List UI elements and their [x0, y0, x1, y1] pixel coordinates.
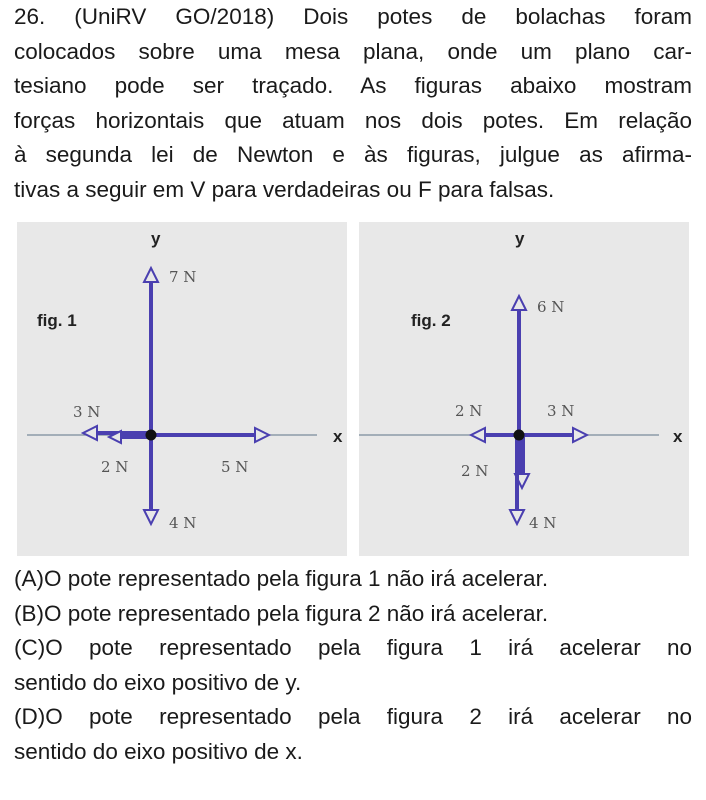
figure-1-diagram: [17, 222, 347, 556]
arrowhead-icon: [83, 426, 97, 440]
y-axis-label: y: [515, 229, 525, 248]
option-c-continued: sentido do eixo positivo de y.: [14, 669, 302, 695]
force-label: 2 N: [455, 402, 483, 420]
question-line: colocados sobre uma mesa plana, onde um plano car-: [14, 38, 692, 64]
figure-1-title: fig. 1: [37, 311, 77, 330]
figure-2: [359, 222, 689, 556]
option-d-continued: sentido do eixo positivo de x.: [14, 738, 303, 764]
question-line: forças horizontais que atuam nos dois potes. Em relação: [14, 107, 692, 133]
force-label: 3 N: [73, 403, 101, 421]
force-label: 7 N: [169, 268, 197, 286]
arrowhead-icon: [573, 428, 587, 442]
x-axis-label: x: [673, 427, 683, 446]
question-line: à segunda lei de Newton e às figuras, julgue as afirma-: [14, 142, 692, 167]
force-label: 3 N: [547, 402, 575, 420]
question-text: [14, 0, 692, 207]
force-label: 6 N: [537, 298, 565, 316]
pote-point: [146, 430, 157, 441]
option-b: (B)O pote representado pela figura 2 não irá acelerar.: [14, 600, 549, 626]
answer-options: [14, 562, 692, 769]
question-line: tesiano pode ser traçado. As figuras abaixo mostram: [14, 73, 692, 98]
force-label: 2 N: [461, 462, 489, 480]
x-axis-label: x: [333, 427, 343, 446]
arrowhead-icon: [144, 268, 158, 282]
force-label: 4 N: [169, 514, 197, 532]
force-label: 5 N: [221, 458, 249, 476]
question-line: tivas a seguir em V para verdadeiras ou F para falsas.: [14, 176, 555, 202]
y-axis-label: y: [151, 229, 161, 248]
figure-2-diagram: [359, 222, 689, 556]
option-d: (D)O pote representado pela figura 2 irá acelerar no: [14, 704, 692, 729]
figure-1: [17, 222, 347, 556]
force-label: 4 N: [529, 514, 557, 532]
arrowhead-icon: [510, 510, 524, 524]
option-a: (A)O pote representado pela figura 1 não irá acelerar.: [14, 566, 549, 591]
option-c: (C)O pote representado pela figura 1 irá acelerar no: [14, 635, 692, 660]
arrowhead-icon: [255, 428, 269, 442]
arrowhead-icon: [471, 428, 485, 442]
arrowhead-icon: [144, 510, 158, 524]
arrowhead-icon: [512, 296, 526, 310]
figure-2-title: fig. 2: [411, 311, 451, 330]
question-line: 26. (UniRV GO/2018) Dois potes de bolachas foram: [14, 4, 692, 29]
force-label: 2 N: [101, 458, 129, 476]
pote-point: [514, 430, 525, 441]
